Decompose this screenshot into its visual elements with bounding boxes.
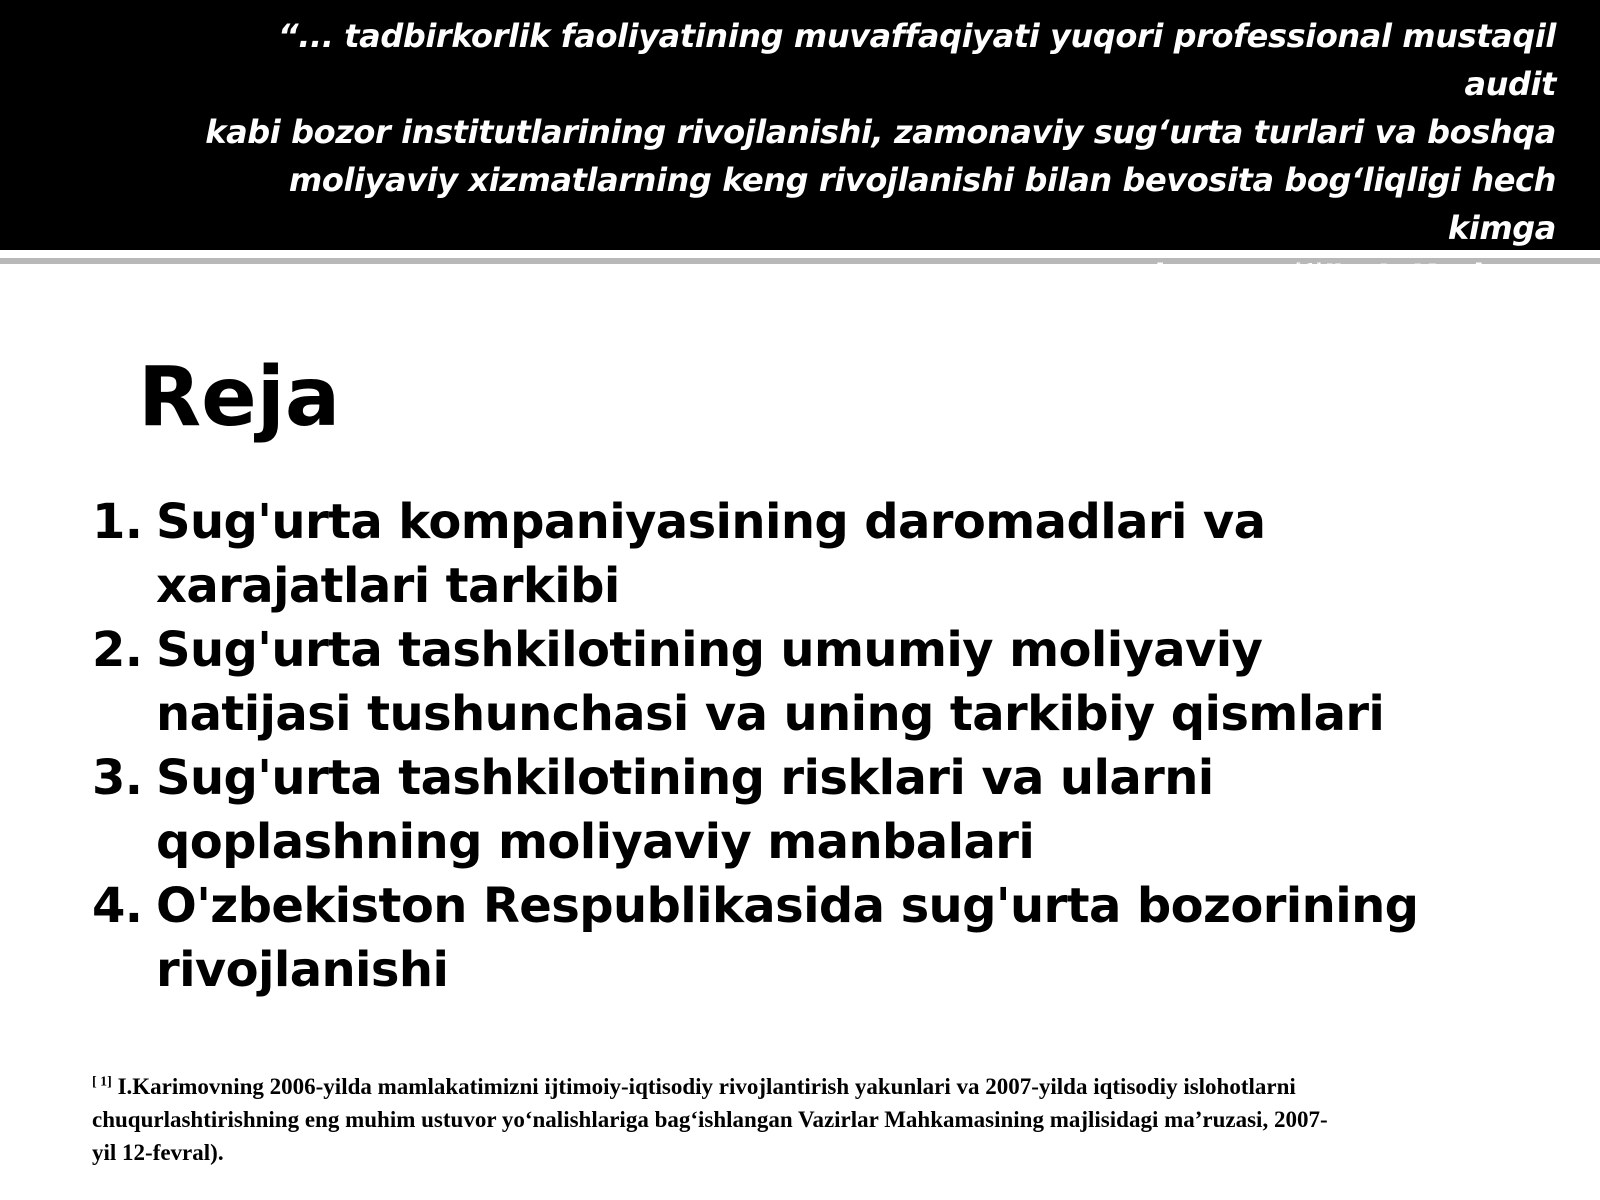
- quote-line: kabi bozor institutlarining rivojlanishi, zamonaviy sug‘urta turlari va boshqa: [205, 113, 1556, 151]
- plan-item-number: 4.: [92, 878, 143, 934]
- footnote-line: [92, 1070, 1532, 1103]
- quote-dot: ·: [1349, 275, 1354, 291]
- plan-item-text: [156, 874, 1572, 1002]
- footnote-line: yil 12-fevral).: [92, 1140, 224, 1165]
- plan-item-text: [156, 746, 1572, 874]
- plan-item-number: 1.: [92, 494, 143, 550]
- plan-item-line: Sug'urta tashkilotining risklari va ularni: [156, 750, 1214, 806]
- plan-item-line: Sug'urta kompaniyasining daromadlari va: [156, 494, 1266, 550]
- plan-item-line: natijasi tushunchasi va uning tarkibiy qismlari: [156, 686, 1385, 742]
- quote-text-end: sir emas: [1133, 257, 1294, 295]
- plan-item-3: [92, 746, 1572, 874]
- plan-list: [92, 490, 1572, 1002]
- plan-item-text: [156, 618, 1572, 746]
- quote-close-mark: ”: [1321, 257, 1342, 295]
- plan-item-line: xarajatlari tarkibi: [156, 558, 620, 614]
- quote-line: moliyaviy xizmatlarning keng rivojlanishi bilan bevosita bog‘liqligi hech kimga: [288, 161, 1556, 247]
- quote-line: “... tadbirkorlik faoliyatining muvaffaqiyati yuqori professional mustaqil audit: [278, 17, 1556, 103]
- epigraph-quote: [180, 12, 1556, 307]
- plan-item-line: O'zbekiston Respublikasida sug'urta bozorining: [156, 878, 1419, 934]
- plan-item-4: [92, 874, 1572, 1002]
- quote-author: I. Karimov: [1375, 257, 1556, 295]
- plan-item-number: 3.: [92, 750, 143, 806]
- quote-footnote-ref[interactable]: [ 1]: [1293, 260, 1322, 281]
- plan-item-line: Sug'urta tashkilotining umumiy moliyaviy: [156, 622, 1263, 678]
- slide-title: Reja: [138, 350, 341, 445]
- plan-item-line: rivojlanishi: [156, 942, 449, 998]
- plan-item-1: [92, 490, 1572, 618]
- plan-item-2: [92, 618, 1572, 746]
- footnote-text: I.Karimovning 2006-yilda mamlakatimizni ijtimoiy-iqtisodiy rivojlantirish yakunlari va 2007-yilda iqtisodiy islohotlarni: [111, 1074, 1296, 1099]
- plan-item-text: [156, 490, 1572, 618]
- plan-item-number: 2.: [92, 622, 143, 678]
- footnote-ref: [ 1]: [92, 1074, 112, 1090]
- footnote-line: chuqurlashtirishning eng muhim ustuvor yo‘nalishlariga bag‘ishlangan Vazirlar Mahkamasining majlisidagi ma’ruzasi, 2007-: [92, 1107, 1328, 1132]
- footnote: [92, 1070, 1532, 1169]
- plan-item-line: qoplashning moliyaviy manbalari: [156, 814, 1035, 870]
- quote-line-last: [180, 252, 1556, 307]
